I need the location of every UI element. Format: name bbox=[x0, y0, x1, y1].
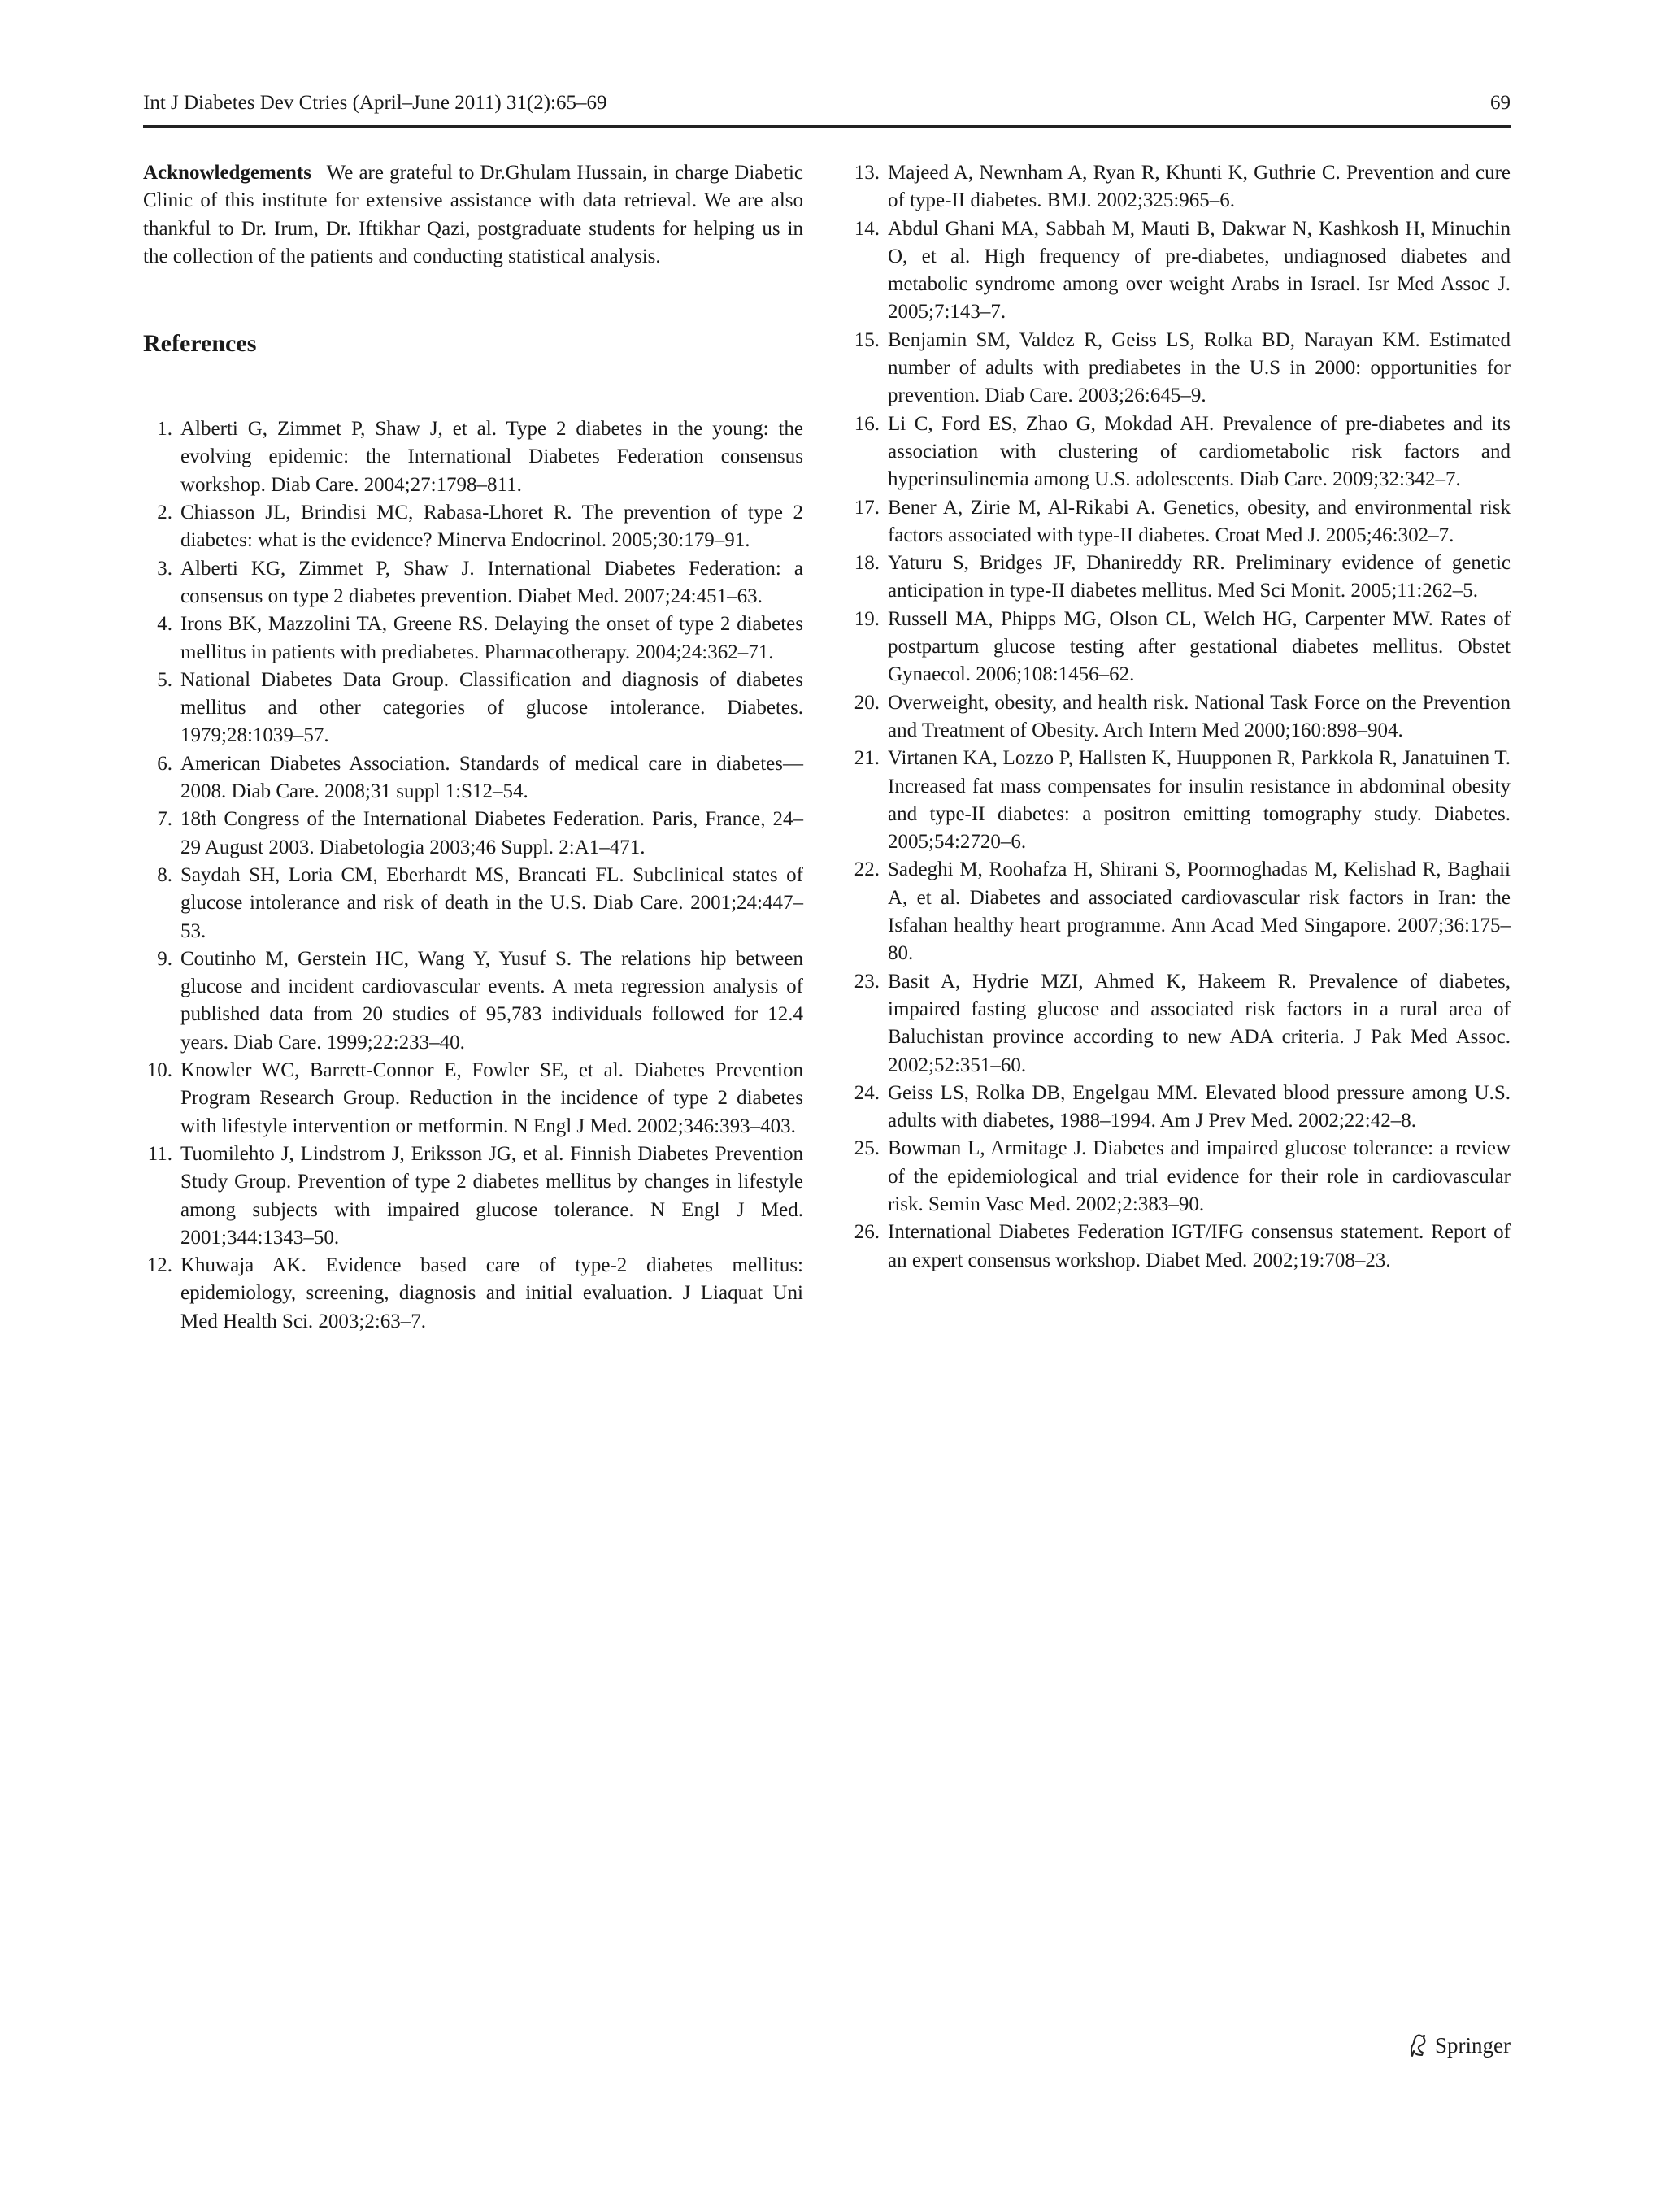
springer-horse-icon bbox=[1407, 2033, 1428, 2058]
reference-number: 13. bbox=[854, 162, 880, 184]
reference-item bbox=[143, 806, 803, 862]
reference-number: 18. bbox=[854, 552, 880, 575]
reference-item bbox=[143, 750, 803, 806]
reference-number: 10. bbox=[146, 1059, 172, 1082]
reference-text: Sadeghi M, Roohafza H, Shirani S, Poormoghadas M, Kelishad R, Baghaii A, et al. Diabetes and associated cardiovascular risk factors in Iran: the Isfahan healthy heart programme. Ann Acad Med Singapore. 2007;36:175–80. bbox=[888, 858, 1511, 965]
reference-text: Geiss LS, Rolka DB, Engelgau MM. Elevated blood pressure among U.S. adults with diabetes, 1988–1994. Am J Prev Med. 2002;22:42–8. bbox=[888, 1081, 1511, 1132]
reference-item bbox=[850, 1135, 1511, 1219]
reference-number: 17. bbox=[854, 496, 880, 519]
reference-item bbox=[143, 667, 803, 750]
reference-text: 18th Congress of the International Diabetes Federation. Paris, France, 24–29 August 2003. Diabetologia 2003;46 Suppl. 2:A1–471. bbox=[180, 808, 803, 858]
reference-item bbox=[850, 856, 1511, 967]
reference-item bbox=[850, 215, 1511, 327]
reference-item bbox=[143, 1141, 803, 1252]
reference-number: 25. bbox=[854, 1137, 880, 1160]
reference-text: Overweight, obesity, and health risk. National Task Force on the Prevention and Treatment of Obesity. Arch Intern Med 2000;160:898–904. bbox=[888, 691, 1511, 741]
acknowledgements-heading: Acknowledgements bbox=[143, 162, 311, 184]
reference-number: 4. bbox=[157, 613, 172, 636]
reference-item bbox=[850, 968, 1511, 1080]
reference-text: Coutinho M, Gerstein HC, Wang Y, Yusuf S. The relations hip between glucose and incident cardiovascular events. A meta regression analysis of published data from 20 studies of 95,783 individuals followed for 12.4 years. Diab Care. 1999;22:233–40. bbox=[180, 947, 803, 1054]
reference-item bbox=[850, 327, 1511, 411]
reference-number: 26. bbox=[854, 1221, 880, 1244]
right-column bbox=[850, 159, 1511, 1275]
reference-number: 12. bbox=[146, 1254, 172, 1277]
reference-text: Virtanen KA, Lozzo P, Hallsten K, Huupponen R, Parkkola R, Janatuinen T. Increased fat mass compensates for insulin resistance in abdominal obesity and type-II diabetes: a positron emitting tomography study. Diabetes. 2005;54:2720–6. bbox=[888, 747, 1511, 854]
reference-item bbox=[850, 689, 1511, 745]
reference-text: Khuwaja AK. Evidence based care of type-2 diabetes mellitus: epidemiology, screening, diagnosis and initial evaluation. J Liaquat Uni Med Health Sci. 2003;2:63–7. bbox=[180, 1254, 803, 1332]
reference-text: Alberti KG, Zimmet P, Shaw J. International Diabetes Federation: a consensus on type 2 diabetes prevention. Diabet Med. 2007;24:451–63. bbox=[180, 557, 803, 607]
reference-list-left bbox=[143, 415, 803, 1336]
reference-text: National Diabetes Data Group. Classification and diagnosis of diabetes mellitus and other categories of glucose intolerance. Diabetes. 1979;28:1039–57. bbox=[180, 668, 803, 747]
reference-text: Saydah SH, Loria CM, Eberhardt MS, Brancati FL. Subclinical states of glucose intolerance and risk of death in the U.S. Diab Care. 2001;24:447–53. bbox=[180, 863, 803, 942]
reference-text: Alberti G, Zimmet P, Shaw J, et al. Type 2 diabetes in the young: the evolving epidemic: the International Diabetes Federation consensus workshop. Diab Care. 2004;27:1798–811. bbox=[180, 418, 803, 496]
reference-item bbox=[850, 745, 1511, 856]
reference-number: 6. bbox=[157, 752, 172, 775]
journal-citation: Int J Diabetes Dev Ctries (April–June 2011) 31(2):65–69 bbox=[143, 92, 607, 114]
reference-text: Tuomilehto J, Lindstrom J, Eriksson JG, et al. Finnish Diabetes Prevention Study Group. Prevention of type 2 diabetes mellitus by changes in lifestyle among subjects with impaired glucose tolerance. N Engl J Med. 2001;344:1343–50. bbox=[180, 1142, 803, 1249]
reference-text: Li C, Ford ES, Zhao G, Mokdad AH. Prevalence of pre-diabetes and its association with clustering of cardiometabolic risk factors and hyperinsulinemia among U.S. adolescents. Diab Care. 2009;32:342–7. bbox=[888, 412, 1511, 491]
page-number: 69 bbox=[1490, 92, 1511, 114]
reference-item bbox=[850, 1219, 1511, 1275]
reference-number: 14. bbox=[854, 217, 880, 240]
reference-item bbox=[143, 555, 803, 611]
reference-text: International Diabetes Federation IGT/IFG consensus statement. Report of an expert consensus workshop. Diabet Med. 2002;19:708–23. bbox=[888, 1221, 1511, 1271]
reference-text: Bener A, Zirie M, Al-Rikabi A. Genetics, obesity, and environmental risk factors associated with type-II diabetes. Croat Med J. 2005;46:302–7. bbox=[888, 496, 1511, 546]
reference-number: 19. bbox=[854, 607, 880, 630]
reference-number: 9. bbox=[157, 947, 172, 970]
reference-number: 23. bbox=[854, 970, 880, 993]
reference-text: Basit A, Hydrie MZI, Ahmed K, Hakeem R. Prevalence of diabetes, impaired fasting glucose and associated risk factors in a rural area of Baluchistan province according to new ADA criteria. J Pak Med Assoc. 2002;52:351–60. bbox=[888, 970, 1511, 1076]
reference-item bbox=[143, 611, 803, 667]
reference-text: Benjamin SM, Valdez R, Geiss LS, Rolka BD, Narayan KM. Estimated number of adults with prediabetes in the U.S in 2000: opportunities for prevention. Diab Care. 2003;26:645–9. bbox=[888, 328, 1511, 407]
reference-item bbox=[143, 415, 803, 499]
reference-text: Bowman L, Armitage J. Diabetes and impaired glucose tolerance: a review of the epidemiological and trial evidence for their role in cardiovascular risk. Semin Vasc Med. 2002;2:383–90. bbox=[888, 1137, 1511, 1215]
publisher-footer bbox=[1407, 2031, 1511, 2060]
reference-item bbox=[850, 159, 1511, 215]
publisher-name: Springer bbox=[1435, 2033, 1511, 2058]
reference-list-right bbox=[850, 159, 1511, 1275]
acknowledgements-paragraph bbox=[143, 159, 803, 271]
reference-number: 24. bbox=[854, 1081, 880, 1104]
reference-number: 8. bbox=[157, 863, 172, 886]
reference-number: 1. bbox=[157, 418, 172, 441]
reference-number: 11. bbox=[147, 1142, 172, 1165]
reference-number: 7. bbox=[157, 808, 172, 831]
reference-number: 16. bbox=[854, 412, 880, 435]
reference-number: 2. bbox=[157, 502, 172, 524]
reference-item bbox=[143, 499, 803, 555]
reference-text: Chiasson JL, Brindisi MC, Rabasa-Lhoret R. The prevention of type 2 diabetes: what is the evidence? Minerva Endocrinol. 2005;30:179–91. bbox=[180, 502, 803, 552]
reference-item bbox=[850, 411, 1511, 494]
reference-text: Knowler WC, Barrett-Connor E, Fowler SE, et al. Diabetes Prevention Program Research Group. Reduction in the incidence of type 2 diabetes with lifestyle intervention or metformin. N Engl J Med. 2002;346:393–403. bbox=[180, 1059, 803, 1137]
references-heading: References bbox=[143, 330, 257, 358]
running-header bbox=[143, 89, 1511, 128]
reference-text: Irons BK, Mazzolini TA, Greene RS. Delaying the onset of type 2 diabetes mellitus in patients with prediabetes. Pharmacotherapy. 2004;24:362–71. bbox=[180, 613, 803, 663]
reference-text: Yaturu S, Bridges JF, Dhanireddy RR. Preliminary evidence of genetic anticipation in type-II diabetes mellitus. Med Sci Monit. 2005;11:262–5. bbox=[888, 552, 1511, 602]
reference-text: Majeed A, Newnham A, Ryan R, Khunti K, Guthrie C. Prevention and cure of type-II diabetes. BMJ. 2002;325:965–6. bbox=[888, 162, 1511, 212]
reference-item bbox=[143, 945, 803, 1057]
reference-text: American Diabetes Association. Standards of medical care in diabetes—2008. Diab Care. 2008;31 suppl 1:S12–54. bbox=[180, 752, 803, 803]
left-column bbox=[143, 159, 803, 1336]
reference-number: 3. bbox=[157, 557, 172, 580]
reference-item bbox=[143, 1057, 803, 1141]
reference-item bbox=[143, 862, 803, 945]
reference-item bbox=[850, 1080, 1511, 1136]
reference-number: 21. bbox=[854, 747, 880, 770]
reference-text: Russell MA, Phipps MG, Olson CL, Welch HG, Carpenter MW. Rates of postpartum glucose testing after gestational diabetes mellitus. Obstet Gynaecol. 2006;108:1456–62. bbox=[888, 607, 1511, 686]
reference-number: 20. bbox=[854, 691, 880, 714]
reference-number: 5. bbox=[157, 668, 172, 691]
reference-text: Abdul Ghani MA, Sabbah M, Mauti B, Dakwar N, Kashkosh H, Minuchin O, et al. High frequency of pre-diabetes, undiagnosed diabetes and metabolic syndrome among over weight Arabs in Israel. Isr Med Assoc J. 2005;7:143–7. bbox=[888, 217, 1511, 324]
reference-number: 22. bbox=[854, 858, 880, 881]
reference-item bbox=[850, 550, 1511, 606]
acknowledgements-text: We are grateful to Dr.Ghulam Hussain, in charge Diabetic Clinic of this institute for extensive assistance with data retrieval. We are also thankful to Dr. Irum, Dr. Iftikhar Qazi, postgraduate students for helping us in the collection of the patients and conducting statistical analysis. bbox=[143, 162, 803, 267]
reference-number: 15. bbox=[854, 328, 880, 351]
reference-item bbox=[143, 1252, 803, 1336]
reference-item bbox=[850, 606, 1511, 689]
reference-item bbox=[850, 494, 1511, 550]
